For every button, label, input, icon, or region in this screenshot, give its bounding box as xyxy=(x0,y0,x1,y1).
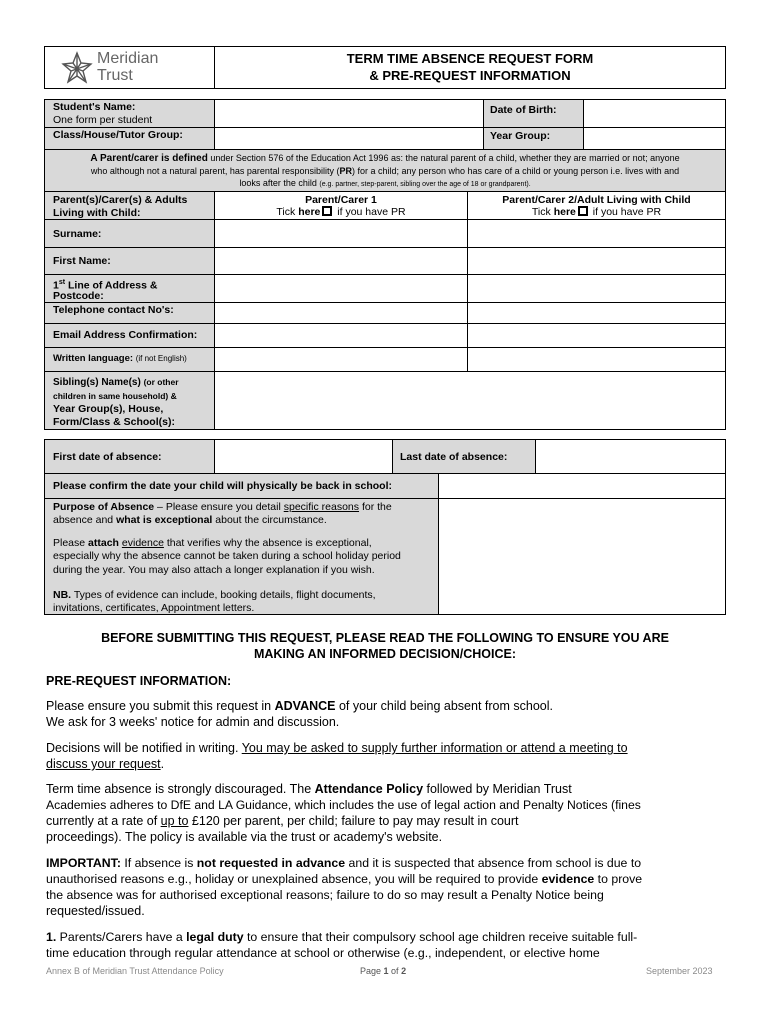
student-name-label: Student's Name: xyxy=(53,101,136,113)
before-heading-line1: BEFORE SUBMITTING THIS REQUEST, PLEASE READ THE FOLLOWING TO ENSURE YOU ARE xyxy=(101,631,669,645)
firstname-label: First Name: xyxy=(53,255,111,267)
last-date-field[interactable] xyxy=(535,439,726,474)
year-label: Year Group: xyxy=(490,130,551,142)
purpose-field[interactable] xyxy=(438,498,726,615)
back-date-field[interactable] xyxy=(438,473,726,499)
p2-language-field[interactable] xyxy=(467,347,726,372)
parent2-title: Parent/Carer 2/Adult Living with Child xyxy=(502,194,691,206)
logo-text-meridian: Meridian xyxy=(97,50,159,67)
class-field[interactable] xyxy=(214,127,484,150)
first-date-label: First date of absence: xyxy=(53,451,162,463)
attach-line3: during the year. You may also attach a longer explanation if you wish. xyxy=(53,564,375,576)
parents-label-line2: Living with Child: xyxy=(53,207,141,219)
purpose-line1: Purpose of Absence – Please ensure you detail specific reasons for the xyxy=(53,501,392,513)
form-title-line2: & PRE-REQUEST INFORMATION xyxy=(369,68,571,83)
language-label: Written language: (if not English) xyxy=(53,353,187,364)
before-heading-line2: MAKING AN INFORMED DECISION/CHOICE: xyxy=(253,647,517,661)
sibling-label-line1: Sibling(s) Name(s) (or other xyxy=(53,377,179,388)
p2-firstname-field[interactable] xyxy=(467,247,726,275)
info-p5-line2: time education through regular attendance at school or otherwise (e.g., independent, or elective home xyxy=(46,946,600,960)
nb-line2: invitations, certificates, Appointment letters. xyxy=(53,602,255,614)
pre-request-heading: PRE-REQUEST INFORMATION: xyxy=(46,674,232,688)
student-name-note: One form per student xyxy=(53,114,153,126)
info-p4-line4: requested/issued. xyxy=(46,904,145,918)
first-date-field[interactable] xyxy=(214,439,393,474)
info-p3-line1: Term time absence is strongly discouraged. The Attendance Policy followed by Meridian Trust xyxy=(46,782,572,796)
definition-line2: who although not a natural parent, has parental responsibility (PR) for a child; any person who has care of a child or young person i.e. lives with and xyxy=(90,166,680,176)
parents-label-line1: Parent(s)/Carer(s) & Adults xyxy=(53,194,188,206)
parent1-tick-row: Tick here if you have PR xyxy=(276,206,406,218)
parent2-tick-row: Tick here if you have PR xyxy=(531,206,662,218)
info-p4-line3: the absence was for authorised exceptional reasons; failure to do so may result a Penalty Notice being xyxy=(46,888,604,902)
address-label-line1: 1st Line of Address & xyxy=(53,279,158,292)
surname-label: Surname: xyxy=(53,228,102,240)
info-p2-line1: Decisions will be notified in writing. You may be asked to supply further information or attend a meeting to xyxy=(46,741,628,755)
footer-date: September 2023 xyxy=(646,966,713,976)
info-p1-line1: Please ensure you submit this request in ADVANCE of your child being absent from school. xyxy=(46,699,553,713)
info-p2-line2: discuss your request. xyxy=(46,757,165,771)
parent1-pr-checkbox[interactable] xyxy=(322,206,332,216)
footer-left: Annex B of Meridian Trust Attendance Policy xyxy=(46,966,224,976)
meridian-star-icon xyxy=(61,51,93,85)
info-p3-line4: proceedings). The policy is available via the trust or academy's website. xyxy=(46,830,443,844)
definition-line3: looks after the child (e.g. partner, step-parent, sibling over the age of 18 or grandparent). xyxy=(239,178,531,188)
logo-text-trust: Trust xyxy=(97,67,133,84)
p2-surname-field[interactable] xyxy=(467,219,726,248)
logo-box xyxy=(44,46,215,89)
info-p4-line2: unauthorised reasons e.g., holiday or unexplained absence, you will be required to provide evidence to prove xyxy=(46,872,643,886)
info-p1-line2: We ask for 3 weeks' notice for admin and discussion. xyxy=(46,715,340,729)
parent1-title: Parent/Carer 1 xyxy=(305,194,377,206)
email-label: Email Address Confirmation: xyxy=(53,329,198,341)
sibling-label-line3: Year Group(s), House, xyxy=(53,403,164,415)
p1-language-field[interactable] xyxy=(214,347,468,372)
parent2-pr-checkbox[interactable] xyxy=(578,206,588,216)
info-p4-line1: IMPORTANT: If absence is not requested in advance and it is suspected that absence from school is due to xyxy=(46,856,642,870)
p2-phone-field[interactable] xyxy=(467,302,726,324)
p1-email-field[interactable] xyxy=(214,323,468,348)
dob-label: Date of Birth: xyxy=(490,104,557,116)
definition-line1: A Parent/carer is defined under Section 576 of the Education Act 1996 as: the natural parent of a child, whether they are married or not; anyone xyxy=(90,153,680,164)
year-field[interactable] xyxy=(583,127,726,150)
last-date-label: Last date of absence: xyxy=(400,451,508,463)
p1-surname-field[interactable] xyxy=(214,219,468,248)
address-label-line2: Postcode: xyxy=(53,290,104,302)
form-title-line1: TERM TIME ABSENCE REQUEST FORM xyxy=(346,51,594,66)
dob-field[interactable] xyxy=(583,99,726,128)
p1-firstname-field[interactable] xyxy=(214,247,468,275)
back-date-label: Please confirm the date your child will physically be back in school: xyxy=(53,480,393,492)
sibling-label-line4: Form/Class & School(s): xyxy=(53,416,175,428)
sibling-label-line2: children in same household) & xyxy=(53,391,177,401)
p1-address-field[interactable] xyxy=(214,274,468,303)
student-name-field[interactable] xyxy=(214,99,484,128)
attach-line2: especially why the absence cannot be taken during a school holiday period xyxy=(53,550,401,562)
attach-line1: Please attach evidence that verifies why the absence is exceptional, xyxy=(53,537,372,549)
class-label: Class/House/Tutor Group: xyxy=(53,129,183,141)
purpose-line2: absence and what is exceptional about the circumstance. xyxy=(53,514,327,526)
p2-address-field[interactable] xyxy=(467,274,726,303)
p1-phone-field[interactable] xyxy=(214,302,468,324)
info-p5-line1: 1. Parents/Carers have a legal duty to ensure that their compulsory school age children receive suitable full- xyxy=(46,930,638,944)
p2-email-field[interactable] xyxy=(467,323,726,348)
phone-label: Telephone contact No's: xyxy=(53,304,174,316)
info-p3-line2: Academies adheres to DfE and LA Guidance, which includes the use of legal action and Penalty Notices (fines xyxy=(46,798,641,812)
nb-line1: NB. Types of evidence can include, booking details, flight documents, xyxy=(53,589,376,601)
info-p3-line3: currently at a rate of up to £120 per parent, per child; failure to pay may result in court xyxy=(46,814,519,828)
footer-page-number: Page 1 of 2 xyxy=(360,966,407,976)
sibling-field[interactable] xyxy=(214,371,726,430)
